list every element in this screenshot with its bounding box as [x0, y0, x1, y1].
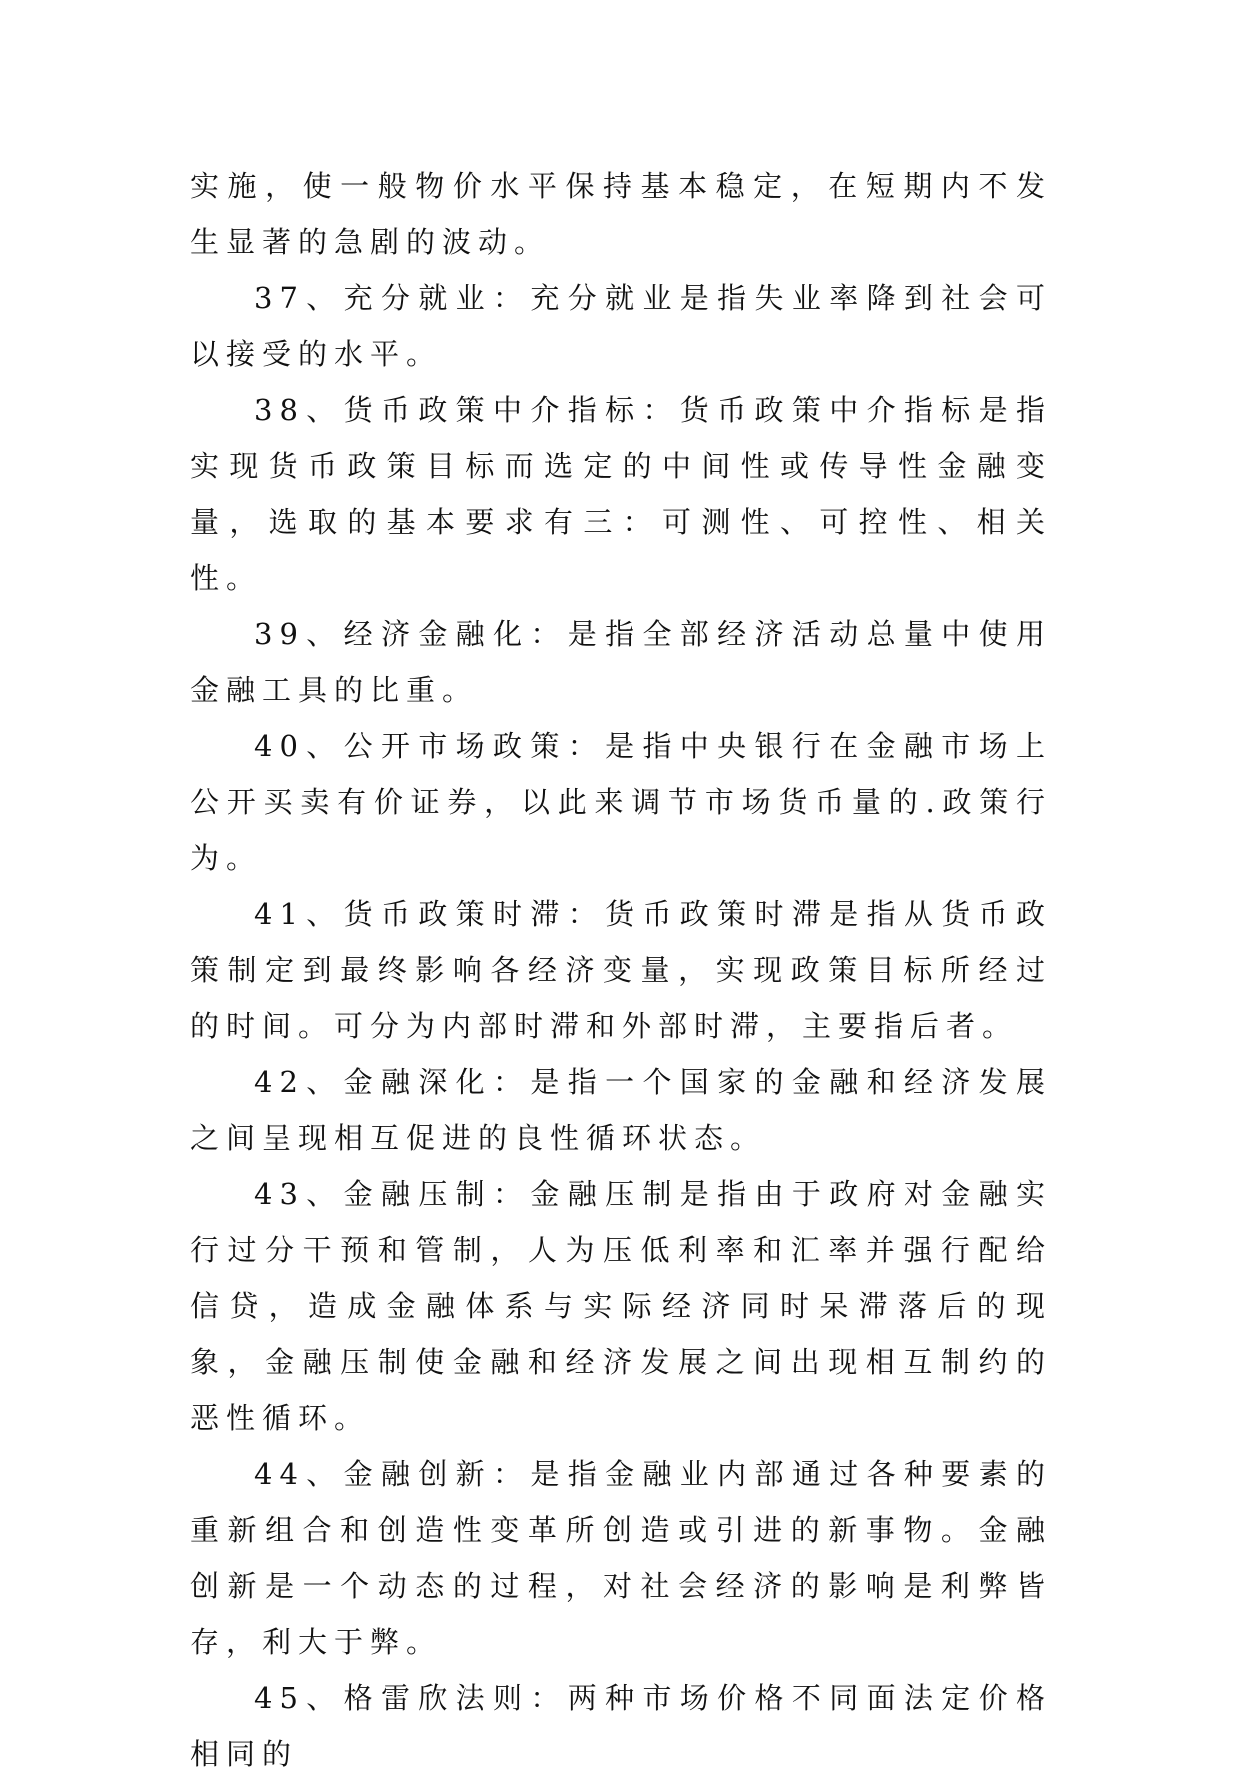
- paragraph-term-42: 42、金融深化：是指一个国家的金融和经济发展之间呈现相互促进的良性循环状态。: [190, 1065, 1052, 1155]
- paragraph-term-38: 38、货币政策中介指标：货币政策中介指标是指实现货币政策目标而选定的中间性或传导性金融变量，选取的基本要求有三：可测性、可控性、相关性。: [190, 393, 1052, 595]
- document-page: [190, 158, 1052, 1782]
- paragraph-term-37: 37、充分就业：充分就业是指失业率降到社会可以接受的水平。: [190, 281, 1052, 371]
- paragraph-continuation: 实施，使一般物价水平保持基本稳定，在短期内不发生显著的急剧的波动。: [190, 169, 1052, 259]
- paragraph-term-40: 40、公开市场政策：是指中央银行在金融市场上公开买卖有价证券，以此来调节市场货币量的.政策行为。: [190, 729, 1052, 875]
- paragraph-term-41: 41、货币政策时滞：货币政策时滞是指从货币政策制定到最终影响各经济变量，实现政策目标所经过的时间。可分为内部时滞和外部时滞，主要指后者。: [190, 897, 1052, 1043]
- paragraph-term-43: 43、金融压制：金融压制是指由于政府对金融实行过分干预和管制，人为压低利率和汇率并强行配给信贷，造成金融体系与实际经济同时呆滞落后的现象，金融压制使金融和经济发展之间出现相互制约的恶性循环。: [190, 1177, 1052, 1435]
- paragraph-term-44: 44、金融创新：是指金融业内部通过各种要素的重新组合和创造性变革所创造或引进的新事物。金融创新是一个动态的过程，对社会经济的影响是利弊皆存，利大于弊。: [190, 1457, 1052, 1659]
- paragraph-term-39: 39、经济金融化：是指全部经济活动总量中使用金融工具的比重。: [190, 617, 1052, 707]
- paragraph-term-45: 45、格雷欣法则：两种市场价格不同面法定价格相同的: [190, 1681, 1052, 1771]
